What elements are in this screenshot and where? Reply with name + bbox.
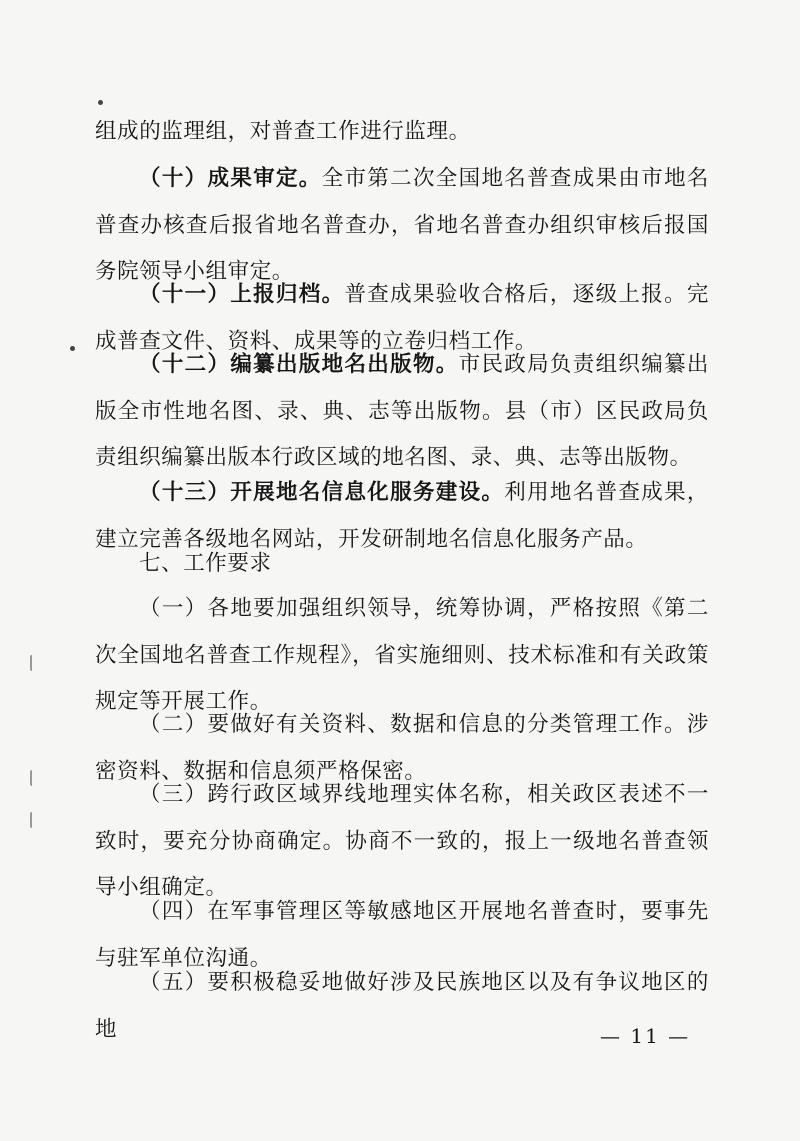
paragraph-text: （三）跨行政区域界线地理实体名称，相关政区表述不一致时，要充分协商确定。协商不一致的，报上一级地名普查领导小组确定。 [95,782,709,900]
paragraph-text: （二）要做好有关资料、数据和信息的分类管理工作。涉密资料、数据和信息须严格保密。 [95,712,709,784]
paragraph-heading: （十一）上报归档。 [139,282,345,307]
paragraph-continuation [95,109,709,156]
scan-dot [70,346,75,351]
paragraph-heading: （十三）开展地名信息化服务建设。 [139,480,505,505]
paragraph-text: （四）在军事管理区等敏感地区开展地名普查时，要事先与驻军单位沟通。 [95,899,709,971]
paragraph-heading: （十二）编纂出版地名出版物。 [139,352,459,377]
paragraph-text: 利用地名普查成果，建立完善各级地名网站，开发研制地名信息化服务产品。 [95,480,709,552]
page-number: — 11 — [600,1024,691,1048]
paragraph-text: 市民政局负责组织编纂出版全市性地名图、录、典、志等出版物。县（市）区民政局负责组织编纂出版本行政区域的地名图、录、典、志等出版物。 [95,352,709,470]
paragraph-text: 全市第二次全国地名普查成果由市地名普查办核查后报省地名普查办，省地名普查办组织审核后报国务院领导小组审定。 [95,166,709,284]
scan-dot [98,100,103,105]
binding-hole-mark [30,770,35,786]
paragraph-text: 普查成果验收合格后，逐级上报。完成普查文件、资料、成果等的立卷归档工作。 [95,282,709,354]
paragraph-heading: （十）成果审定。 [139,166,322,191]
paragraph-text: （五）要积极稳妥地做好涉及民族地区以及有争议地区的地 [95,970,709,1042]
binding-hole-mark [30,812,35,828]
binding-hole-mark [30,655,35,671]
paragraph-text: 组成的监理组，对普查工作进行监理。 [95,119,471,144]
paragraph-publications [95,342,709,482]
paragraph-text: （一）各地要加强组织领导，统筹协调，严格按照《第二次全国地名普查工作规程》，省实施细则、技术标准和有关政策规定等开展工作。 [95,596,709,714]
section-heading-work-requirements: 七、工作要求 [139,551,272,576]
